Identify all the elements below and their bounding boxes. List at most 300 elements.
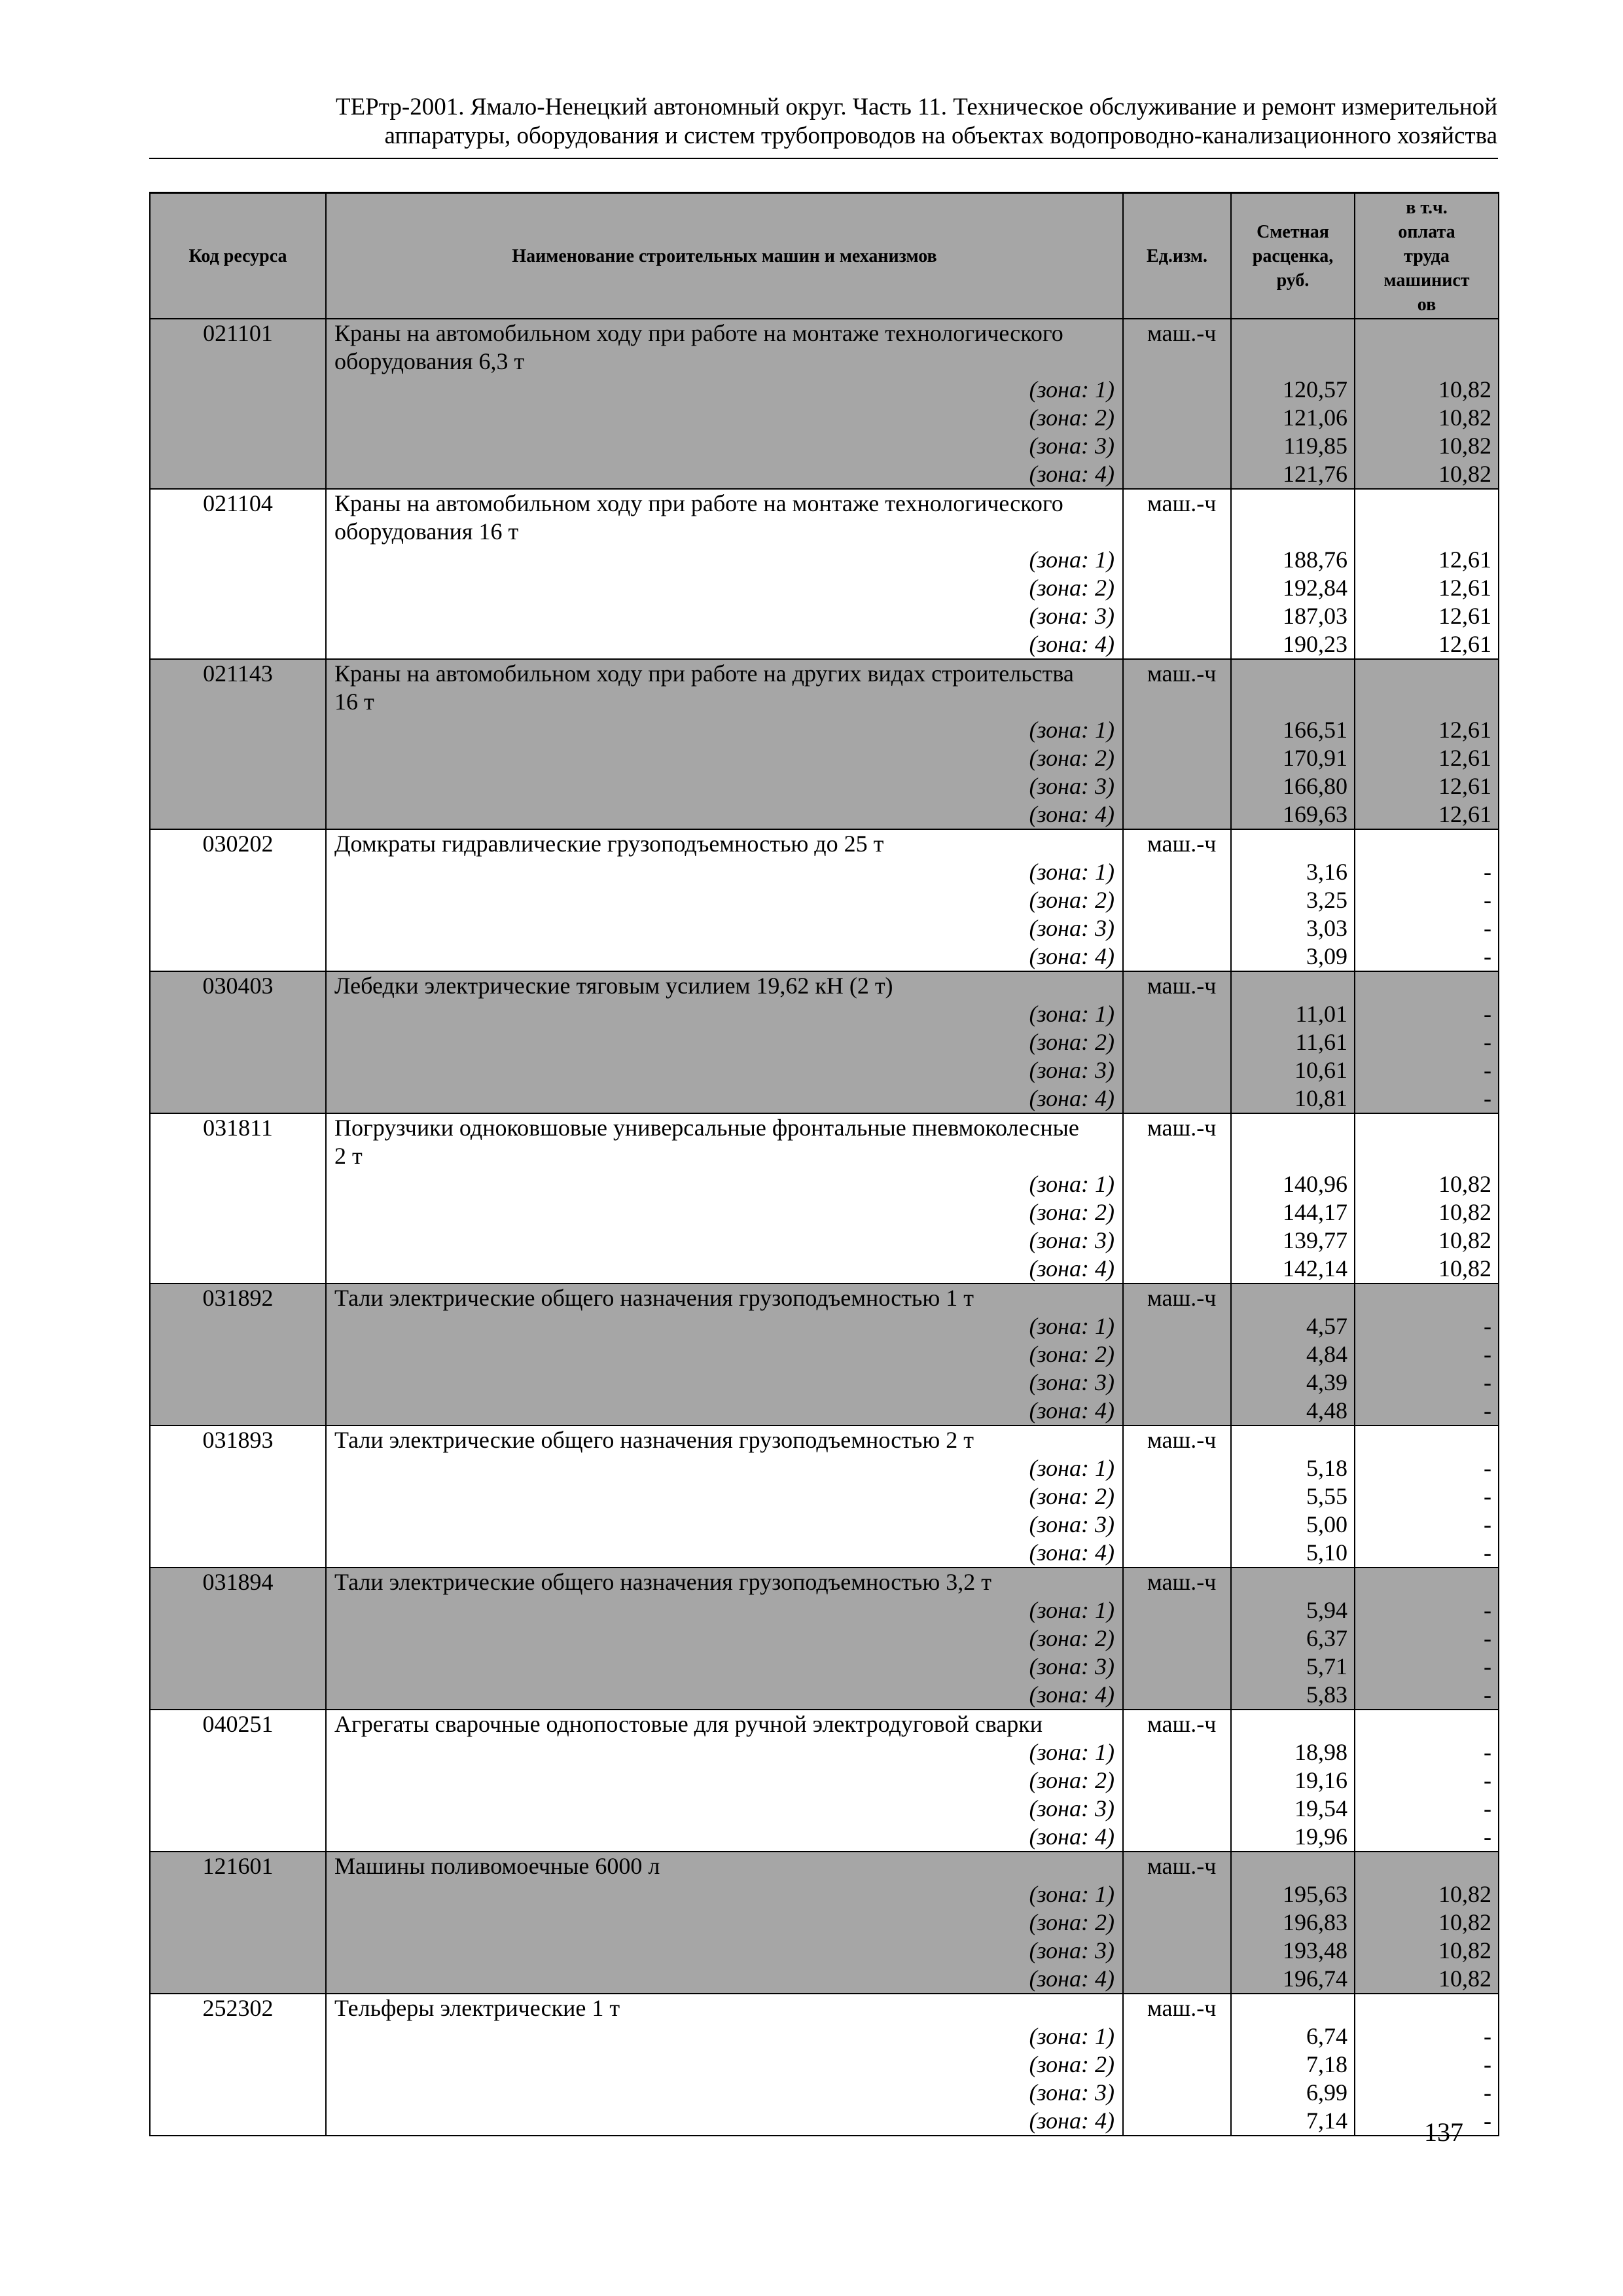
unit-cell: [1123, 1340, 1231, 1369]
estimated-price: 120,57: [1231, 376, 1355, 404]
unit-cell: [1123, 574, 1231, 602]
resource-code-cell: [150, 1028, 326, 1056]
estimated-price: 144,17: [1231, 1198, 1355, 1227]
estimated-price: 121,06: [1231, 404, 1355, 432]
resource-code: 121601: [150, 1852, 326, 1880]
resource-code-cell: [150, 1170, 326, 1198]
resource-code-cell: [150, 1198, 326, 1227]
estimated-price: 5,94: [1231, 1596, 1355, 1624]
table-row: [150, 829, 1499, 858]
table-row: [150, 688, 1499, 716]
table-header: [150, 193, 1499, 319]
unit-cell: [1123, 914, 1231, 942]
resource-code-cell: [150, 2051, 326, 2079]
estimated-price: 195,63: [1231, 1880, 1355, 1909]
operator-wage: 10,82: [1355, 460, 1499, 489]
operator-wage: -: [1355, 1085, 1499, 1113]
zone-label: (зона: 2): [326, 1340, 1123, 1369]
operator-wage: 10,82: [1355, 404, 1499, 432]
resource-code: 031892: [150, 1283, 326, 1312]
resource-code-cell: [150, 1738, 326, 1767]
operator-wage: 10,82: [1355, 1909, 1499, 1937]
operator-wage: -: [1355, 1539, 1499, 1568]
table-row: [150, 886, 1499, 914]
machine-name-line: Тельферы электрические 1 т: [326, 1994, 1123, 2022]
unit-cell: [1123, 1198, 1231, 1227]
unit-cell: [1123, 460, 1231, 489]
resource-code-cell: [150, 1397, 326, 1426]
wage-cell: [1355, 319, 1499, 348]
unit-of-measure: маш.-ч: [1123, 319, 1231, 348]
operator-wage: 12,61: [1355, 574, 1499, 602]
operator-wage: 12,61: [1355, 602, 1499, 630]
zone-label: (зона: 1): [326, 1596, 1123, 1624]
wage-cell: [1355, 1852, 1499, 1880]
zone-label: (зона: 1): [326, 1000, 1123, 1028]
unit-cell: [1123, 1085, 1231, 1113]
zone-label: (зона: 4): [326, 630, 1123, 659]
estimated-price: 3,03: [1231, 914, 1355, 942]
resource-code-cell: [150, 1227, 326, 1255]
zone-label: (зона: 3): [326, 432, 1123, 460]
resource-code: 031811: [150, 1113, 326, 1142]
price-cell: [1231, 659, 1355, 688]
resource-code-cell: [150, 716, 326, 744]
unit-cell: [1123, 518, 1231, 546]
estimated-price: 5,83: [1231, 1681, 1355, 1710]
table-row: [150, 858, 1499, 886]
operator-wage: 10,82: [1355, 1198, 1499, 1227]
resource-code-cell: [150, 574, 326, 602]
resource-code-cell: [150, 772, 326, 800]
table-row: [150, 2107, 1499, 2136]
unit-cell: [1123, 1681, 1231, 1710]
estimated-price: 121,76: [1231, 460, 1355, 489]
wage-cell: [1355, 829, 1499, 858]
unit-cell: [1123, 1738, 1231, 1767]
table-row: [150, 574, 1499, 602]
zone-label: (зона: 3): [326, 602, 1123, 630]
resource-code-cell: [150, 1880, 326, 1909]
operator-wage: 12,61: [1355, 800, 1499, 829]
zone-label: (зона: 2): [326, 1028, 1123, 1056]
zone-label: (зона: 3): [326, 1795, 1123, 1823]
resource-code-cell: [150, 602, 326, 630]
unit-of-measure: маш.-ч: [1123, 1283, 1231, 1312]
resource-code-cell: [150, 914, 326, 942]
price-cell: [1231, 688, 1355, 716]
machine-rates-table: [149, 192, 1499, 2136]
estimated-price: 196,83: [1231, 1909, 1355, 1937]
table-row: [150, 404, 1499, 432]
unit-cell: [1123, 1000, 1231, 1028]
zone-label: (зона: 4): [326, 460, 1123, 489]
operator-wage: -: [1355, 1681, 1499, 1710]
resource-code-cell: [150, 348, 326, 376]
estimated-price: 3,09: [1231, 942, 1355, 971]
estimated-price: 139,77: [1231, 1227, 1355, 1255]
unit-cell: [1123, 1795, 1231, 1823]
resource-code-cell: [150, 1823, 326, 1852]
table-row: [150, 602, 1499, 630]
resource-code-cell: [150, 1056, 326, 1085]
resource-code-cell: [150, 886, 326, 914]
table-row: [150, 1170, 1499, 1198]
estimated-price: 19,96: [1231, 1823, 1355, 1852]
resource-code-cell: [150, 432, 326, 460]
resource-code-cell: [150, 800, 326, 829]
table-row: [150, 1710, 1499, 1738]
machine-name-line: Машины поливомоечные 6000 л: [326, 1852, 1123, 1880]
estimated-price: 7,14: [1231, 2107, 1355, 2136]
unit-cell: [1123, 1909, 1231, 1937]
resource-code-cell: [150, 1454, 326, 1482]
unit-cell: [1123, 858, 1231, 886]
unit-cell: [1123, 404, 1231, 432]
zone-label: (зона: 1): [326, 716, 1123, 744]
resource-code-cell: [150, 546, 326, 574]
zone-label: (зона: 2): [326, 1482, 1123, 1511]
column-header-name: Наименование строительных машин и механизмов: [326, 193, 1123, 319]
estimated-price: 169,63: [1231, 800, 1355, 829]
page-number: 137: [1424, 2117, 1463, 2147]
table-row: [150, 1482, 1499, 1511]
running-header-line-2: аппаратуры, оборудования и систем трубопроводов на объектах водопроводно-канализационного хозяйства: [384, 122, 1497, 149]
resource-code-cell: [150, 1340, 326, 1369]
unit-cell: [1123, 1028, 1231, 1056]
table-row: [150, 1369, 1499, 1397]
unit-cell: [1123, 1482, 1231, 1511]
table-row: [150, 432, 1499, 460]
operator-wage: -: [1355, 1000, 1499, 1028]
estimated-price: 166,80: [1231, 772, 1355, 800]
table-row: [150, 1852, 1499, 1880]
table-row: [150, 319, 1499, 348]
resource-code-cell: [150, 2107, 326, 2136]
table-row: [150, 1255, 1499, 1283]
estimated-price: 4,48: [1231, 1397, 1355, 1426]
zone-label: (зона: 3): [326, 2079, 1123, 2107]
table-row: [150, 1142, 1499, 1170]
estimated-price: 11,01: [1231, 1000, 1355, 1028]
zone-label: (зона: 3): [326, 772, 1123, 800]
resource-code: 252302: [150, 1994, 326, 2022]
resource-code: 021104: [150, 489, 326, 518]
zone-label: (зона: 3): [326, 1937, 1123, 1965]
table-row: [150, 1028, 1499, 1056]
zone-label: (зона: 2): [326, 744, 1123, 772]
table-row: [150, 772, 1499, 800]
table-row: [150, 1653, 1499, 1681]
table-row: [150, 518, 1499, 546]
price-cell: [1231, 1283, 1355, 1312]
estimated-price: 188,76: [1231, 546, 1355, 574]
resource-code-cell: [150, 744, 326, 772]
estimated-price: 6,99: [1231, 2079, 1355, 2107]
zone-label: (зона: 4): [326, 1539, 1123, 1568]
operator-wage: 12,61: [1355, 546, 1499, 574]
wage-cell: [1355, 1113, 1499, 1142]
unit-cell: [1123, 1539, 1231, 1568]
table-row: [150, 659, 1499, 688]
zone-label: (зона: 2): [326, 1909, 1123, 1937]
estimated-price: 140,96: [1231, 1170, 1355, 1198]
wage-cell: [1355, 1994, 1499, 2022]
machine-name-line: Тали электрические общего назначения грузоподъемностью 2 т: [326, 1426, 1123, 1454]
operator-wage: -: [1355, 1397, 1499, 1426]
unit-cell: [1123, 348, 1231, 376]
unit-cell: [1123, 630, 1231, 659]
machine-name-line: оборудования 6,3 т: [326, 348, 1123, 376]
machine-name-line: оборудования 16 т: [326, 518, 1123, 546]
zone-label: (зона: 4): [326, 1255, 1123, 1283]
price-cell: [1231, 1852, 1355, 1880]
estimated-price: 5,00: [1231, 1511, 1355, 1539]
operator-wage: 10,82: [1355, 1170, 1499, 1198]
table-body: [150, 319, 1499, 2136]
unit-cell: [1123, 602, 1231, 630]
table-row: [150, 1624, 1499, 1653]
zone-label: (зона: 3): [326, 1369, 1123, 1397]
zone-label: (зона: 1): [326, 1312, 1123, 1340]
machine-name-line: 2 т: [326, 1142, 1123, 1170]
estimated-price: 193,48: [1231, 1937, 1355, 1965]
table-row: [150, 1767, 1499, 1795]
unit-cell: [1123, 1653, 1231, 1681]
resource-code-cell: [150, 858, 326, 886]
column-header-wage: в т.ч. оплата труда машинист ов: [1355, 193, 1499, 319]
zone-label: (зона: 1): [326, 376, 1123, 404]
header-rule: [149, 158, 1498, 159]
wage-cell: [1355, 1426, 1499, 1454]
price-cell: [1231, 319, 1355, 348]
estimated-price: 196,74: [1231, 1965, 1355, 1994]
table-row: [150, 1568, 1499, 1596]
price-cell: [1231, 348, 1355, 376]
estimated-price: 11,61: [1231, 1028, 1355, 1056]
table-row: [150, 1113, 1499, 1142]
resource-code-cell: [150, 1795, 326, 1823]
estimated-price: 10,61: [1231, 1056, 1355, 1085]
operator-wage: -: [1355, 1312, 1499, 1340]
unit-cell: [1123, 1880, 1231, 1909]
unit-of-measure: маш.-ч: [1123, 971, 1231, 1000]
estimated-price: 119,85: [1231, 432, 1355, 460]
unit-of-measure: маш.-ч: [1123, 829, 1231, 858]
machine-name-line: Домкраты гидравлические грузоподъемностью до 25 т: [326, 829, 1123, 858]
table-header-row: [150, 193, 1499, 319]
unit-cell: [1123, 432, 1231, 460]
table-row: [150, 2022, 1499, 2051]
resource-code: 031893: [150, 1426, 326, 1454]
unit-cell: [1123, 1823, 1231, 1852]
unit-of-measure: маш.-ч: [1123, 1994, 1231, 2022]
table-row: [150, 1312, 1499, 1340]
table-row: [150, 1994, 1499, 2022]
unit-cell: [1123, 1965, 1231, 1994]
resource-code: 030202: [150, 829, 326, 858]
zone-label: (зона: 3): [326, 914, 1123, 942]
unit-cell: [1123, 1312, 1231, 1340]
zone-label: (зона: 1): [326, 858, 1123, 886]
machine-name-line: Агрегаты сварочные однопостовые для ручной электродуговой сварки: [326, 1710, 1123, 1738]
table-row: [150, 1880, 1499, 1909]
table-row: [150, 716, 1499, 744]
operator-wage: -: [1355, 1340, 1499, 1369]
price-cell: [1231, 1568, 1355, 1596]
resource-code-cell: [150, 942, 326, 971]
table-row: [150, 376, 1499, 404]
resource-code: 030403: [150, 971, 326, 1000]
machine-name-line: 16 т: [326, 688, 1123, 716]
wage-cell: [1355, 1283, 1499, 1312]
unit-cell: [1123, 1142, 1231, 1170]
machine-name-line: Краны на автомобильном ходу при работе на монтаже технологического: [326, 319, 1123, 348]
operator-wage: -: [1355, 1482, 1499, 1511]
resource-code-cell: [150, 1255, 326, 1283]
unit-cell: [1123, 2051, 1231, 2079]
operator-wage: -: [1355, 1823, 1499, 1852]
unit-cell: [1123, 716, 1231, 744]
price-cell: [1231, 1710, 1355, 1738]
zone-label: (зона: 4): [326, 800, 1123, 829]
table-row: [150, 1198, 1499, 1227]
zone-label: (зона: 2): [326, 574, 1123, 602]
table-row: [150, 460, 1499, 489]
table-row: [150, 1738, 1499, 1767]
zone-label: (зона: 3): [326, 1511, 1123, 1539]
operator-wage: 10,82: [1355, 1880, 1499, 1909]
unit-cell: [1123, 2022, 1231, 2051]
unit-cell: [1123, 2107, 1231, 2136]
zone-label: (зона: 2): [326, 886, 1123, 914]
unit-cell: [1123, 2079, 1231, 2107]
unit-of-measure: маш.-ч: [1123, 1710, 1231, 1738]
unit-cell: [1123, 1624, 1231, 1653]
table-row: [150, 1227, 1499, 1255]
operator-wage: 12,61: [1355, 772, 1499, 800]
operator-wage: -: [1355, 2022, 1499, 2051]
operator-wage: 10,82: [1355, 1255, 1499, 1283]
operator-wage: 12,61: [1355, 744, 1499, 772]
wage-cell: [1355, 659, 1499, 688]
zone-label: (зона: 1): [326, 1454, 1123, 1482]
resource-code-cell: [150, 1142, 326, 1170]
operator-wage: -: [1355, 942, 1499, 971]
estimated-price: 3,25: [1231, 886, 1355, 914]
machine-name-line: Краны на автомобильном ходу при работе на монтаже технологического: [326, 489, 1123, 518]
wage-cell: [1355, 348, 1499, 376]
estimated-price: 3,16: [1231, 858, 1355, 886]
table-row: [150, 1681, 1499, 1710]
table-row: [150, 1397, 1499, 1426]
price-cell: [1231, 1113, 1355, 1142]
table-row: [150, 914, 1499, 942]
resource-code-cell: [150, 1624, 326, 1653]
resource-code: 021143: [150, 659, 326, 688]
zone-label: (зона: 4): [326, 1965, 1123, 1994]
wage-cell: [1355, 688, 1499, 716]
price-cell: [1231, 1426, 1355, 1454]
wage-cell: [1355, 518, 1499, 546]
operator-wage: -: [1355, 858, 1499, 886]
operator-wage: -: [1355, 1511, 1499, 1539]
operator-wage: -: [1355, 1028, 1499, 1056]
operator-wage: -: [1355, 886, 1499, 914]
operator-wage: -: [1355, 1653, 1499, 1681]
estimated-price: 6,74: [1231, 2022, 1355, 2051]
unit-cell: [1123, 1454, 1231, 1482]
table-row: [150, 1937, 1499, 1965]
wage-cell: [1355, 1568, 1499, 1596]
resource-code-cell: [150, 1767, 326, 1795]
estimated-price: 19,54: [1231, 1795, 1355, 1823]
resource-code-cell: [150, 1937, 326, 1965]
operator-wage: -: [1355, 1369, 1499, 1397]
zone-label: (зона: 2): [326, 1767, 1123, 1795]
zone-label: (зона: 3): [326, 1227, 1123, 1255]
running-header: [149, 93, 1497, 151]
operator-wage: -: [1355, 1056, 1499, 1085]
zone-label: (зона: 4): [326, 1085, 1123, 1113]
estimated-price: 4,57: [1231, 1312, 1355, 1340]
column-header-unit: Ед.изм.: [1123, 193, 1231, 319]
resource-code: 040251: [150, 1710, 326, 1738]
zone-label: (зона: 3): [326, 1056, 1123, 1085]
unit-cell: [1123, 942, 1231, 971]
operator-wage: -: [1355, 914, 1499, 942]
wage-cell: [1355, 489, 1499, 518]
resource-code-cell: [150, 1000, 326, 1028]
unit-cell: [1123, 800, 1231, 829]
operator-wage: 10,82: [1355, 432, 1499, 460]
table-row: [150, 546, 1499, 574]
operator-wage: 10,82: [1355, 1227, 1499, 1255]
table-row: [150, 1823, 1499, 1852]
operator-wage: 10,82: [1355, 1937, 1499, 1965]
table-row: [150, 1596, 1499, 1624]
price-cell: [1231, 829, 1355, 858]
estimated-price: 170,91: [1231, 744, 1355, 772]
resource-code-cell: [150, 1965, 326, 1994]
estimated-price: 5,10: [1231, 1539, 1355, 1568]
resource-code-cell: [150, 1085, 326, 1113]
price-cell: [1231, 1994, 1355, 2022]
unit-cell: [1123, 1369, 1231, 1397]
unit-of-measure: маш.-ч: [1123, 489, 1231, 518]
table-row: [150, 744, 1499, 772]
resource-code-cell: [150, 1482, 326, 1511]
machine-name-line: Погрузчики одноковшовые универсальные фронтальные пневмоколесные: [326, 1113, 1123, 1142]
zone-label: (зона: 1): [326, 2022, 1123, 2051]
zone-label: (зона: 2): [326, 404, 1123, 432]
operator-wage: -: [1355, 1596, 1499, 1624]
table-row: [150, 1454, 1499, 1482]
estimated-price: 5,71: [1231, 1653, 1355, 1681]
operator-wage: -: [1355, 1624, 1499, 1653]
unit-cell: [1123, 772, 1231, 800]
operator-wage: -: [1355, 2051, 1499, 2079]
estimated-price: 192,84: [1231, 574, 1355, 602]
unit-cell: [1123, 1511, 1231, 1539]
table-row: [150, 348, 1499, 376]
operator-wage: 12,61: [1355, 630, 1499, 659]
unit-cell: [1123, 1397, 1231, 1426]
wage-cell: [1355, 1142, 1499, 1170]
table-row: [150, 971, 1499, 1000]
unit-cell: [1123, 376, 1231, 404]
operator-wage: -: [1355, 1795, 1499, 1823]
